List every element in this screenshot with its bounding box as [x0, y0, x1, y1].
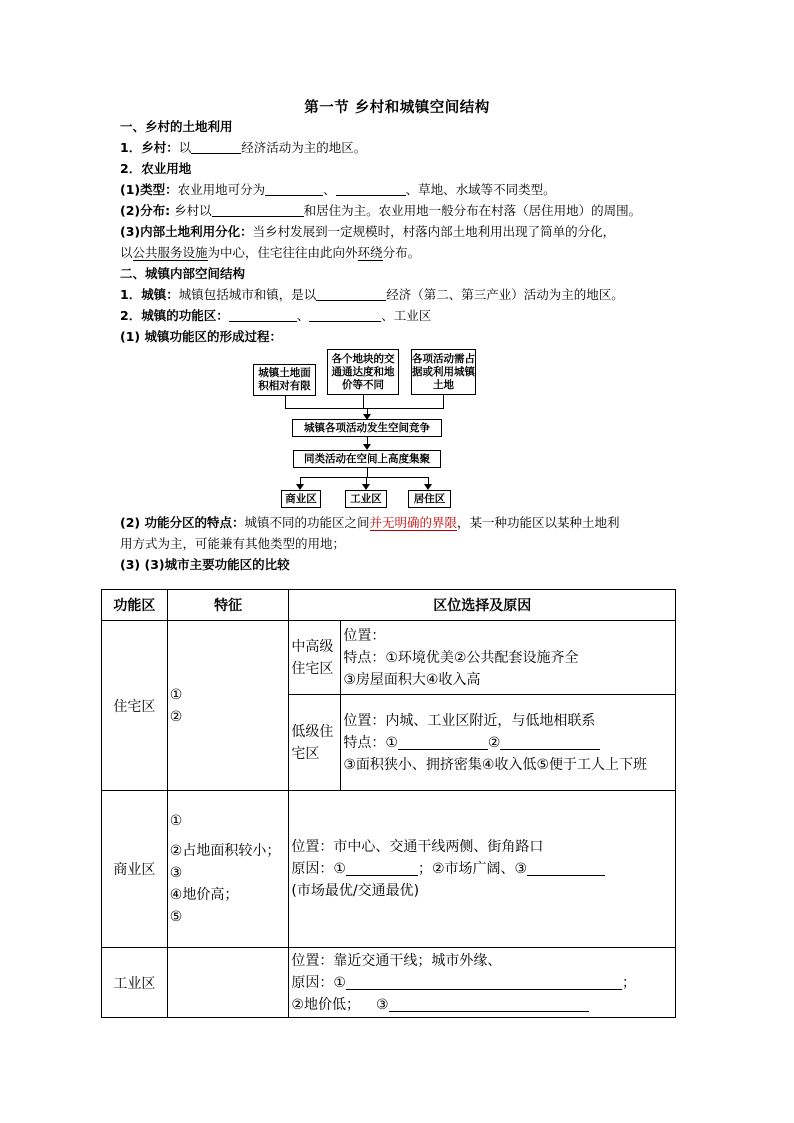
- table-row: [102, 621, 676, 695]
- flow-connector: [300, 477, 428, 478]
- inner-land-line: [120, 222, 690, 242]
- agri-type-line: [120, 180, 690, 200]
- rural-blank[interactable]: [191, 139, 241, 154]
- zone-feature-label: (2) 功能分区的特点：: [120, 515, 245, 530]
- answer-blank[interactable]: [389, 995, 589, 1012]
- detail-text: ③: [375, 996, 389, 1013]
- town-label: 1．城镇：: [120, 287, 179, 302]
- surround-term: 环绕: [357, 245, 383, 260]
- table-header-row: [102, 590, 676, 621]
- detail-line: 位置：内城、工业区附近，与低地相联系: [343, 712, 596, 729]
- zone-name-residential: 住宅区: [102, 621, 168, 791]
- detail-text: ；②市场广阔、③: [417, 861, 528, 877]
- flow-box-competition: 城镇各项活动发生空间竞争: [292, 419, 442, 437]
- zone-feature-text-b: ，某一种功能区以某种土地利: [457, 515, 620, 530]
- flow-connector: [443, 395, 444, 408]
- section-2-heading: 二、城镇内部空间结构: [120, 266, 246, 281]
- function-zone-blank-1[interactable]: [229, 307, 297, 322]
- rural-label: 1．乡村：: [120, 140, 179, 155]
- zone-name-industrial: 工业区: [102, 948, 168, 1018]
- table-header: 特征: [167, 590, 289, 621]
- page-title: 第一节 乡村和城镇空间结构: [304, 100, 490, 116]
- detail-text: ；: [621, 974, 636, 991]
- rural-definition: [120, 138, 690, 158]
- flow-box-limited-land: 城镇土地面积相对有限: [253, 364, 316, 396]
- flow-connector: [363, 395, 364, 408]
- flow-connector: [367, 468, 368, 477]
- inner-land-line-2: [120, 243, 690, 263]
- detail-text: 特点：①: [343, 734, 398, 751]
- table-header: 区位选择及原因: [289, 590, 676, 621]
- high-residential-detail: [341, 621, 676, 695]
- flow-box-residential: 居住区: [408, 490, 451, 508]
- flow-box-industrial: 工业区: [345, 490, 387, 508]
- detail-text: 原因：①: [291, 974, 346, 991]
- commercial-features: [167, 791, 289, 948]
- high-residential-label: 中高级住宅区: [289, 621, 341, 695]
- inner-land-text-b: 为中心，住宅往往由此向外: [207, 245, 358, 260]
- agri-dist-blank[interactable]: [212, 202, 304, 217]
- flow-box-accessibility: 各个地块的交通通达度和地价等不同: [327, 349, 399, 395]
- detail-line: ③房屋面积大④收入高: [343, 671, 481, 688]
- formation-heading: (1) 城镇功能区的形成过程：: [120, 329, 282, 344]
- detail-line: [343, 732, 673, 754]
- function-zone-sep: 、: [296, 308, 310, 323]
- inner-land-text-c: 分布。: [382, 245, 421, 260]
- detail-line: [291, 994, 673, 1016]
- answer-blank[interactable]: [398, 733, 488, 750]
- feature-item: ⑤: [169, 909, 183, 925]
- feature-item: ①: [169, 686, 183, 703]
- detail-text: ②地价低；: [291, 996, 360, 1013]
- flow-box-commercial: 商业区: [281, 490, 321, 508]
- table-row: [102, 791, 676, 948]
- inner-land-label: (3)内部土地利用分化：: [120, 224, 253, 239]
- inner-land-text: 当乡村发展到一定规模时，村落内部土地利用出现了简单的分化，: [252, 224, 616, 239]
- table-header: 功能区: [102, 590, 168, 621]
- no-clear-boundary-term: 并无明确的界限: [369, 515, 458, 530]
- agri-type-blank-1[interactable]: [265, 181, 323, 196]
- agri-land-heading: 2．农业用地: [120, 161, 192, 176]
- low-residential-label: 低级住宅区: [289, 695, 341, 791]
- agri-distribution-line: [120, 201, 690, 221]
- agri-dist-label: (2)分布:: [120, 203, 171, 218]
- commercial-detail: [289, 791, 676, 948]
- flow-connector: [285, 396, 286, 408]
- public-service-term: 公共服务设施: [132, 245, 208, 260]
- zone-feature-line: [120, 513, 690, 533]
- flow-connector: [285, 408, 444, 409]
- low-residential-detail: [341, 695, 676, 791]
- detail-text: 原因：①: [291, 861, 346, 877]
- feature-item: ③: [169, 865, 183, 881]
- feature-item: ②: [169, 708, 183, 725]
- detail-line: 位置：: [343, 627, 386, 644]
- detail-line: [291, 972, 673, 994]
- agri-dist-text-b: 和居住为主。农业用地一般分布在村落（居住用地）的周围。: [303, 203, 642, 218]
- feature-item: ②占地面积较小；: [169, 843, 281, 859]
- function-zones-line: [120, 306, 690, 326]
- detail-text: ②: [487, 734, 501, 751]
- answer-blank[interactable]: [346, 859, 418, 876]
- answer-blank[interactable]: [527, 859, 605, 876]
- comparison-heading: (3) (3)城市主要功能区的比较: [120, 557, 290, 572]
- detail-line: [291, 858, 673, 880]
- agri-type-sep: 、: [323, 182, 336, 197]
- residential-features: [167, 621, 289, 791]
- industrial-detail: [289, 948, 676, 1018]
- feature-item: ①: [169, 813, 183, 829]
- agri-type-label: (1)类型：: [120, 182, 178, 197]
- agri-type-text-b: 、草地、水域等不同类型。: [405, 182, 556, 197]
- function-zone-table: [101, 589, 676, 1018]
- function-zone-text: 、工业区: [381, 308, 432, 323]
- inner-land-text-a: 以: [120, 245, 133, 260]
- agri-type-text: 农业用地可分为: [177, 182, 266, 197]
- detail-line: 特点：①环境优美②公共配套设施齐全: [343, 649, 579, 666]
- town-blank[interactable]: [316, 286, 386, 301]
- detail-line: (市场最优/交通最优): [291, 883, 420, 899]
- detail-line: ③面积狭小、拥挤密集④收入低⑤便于工人上下班: [343, 756, 648, 773]
- town-text-b: 经济（第二、第三产业）活动为主的地区。: [386, 287, 624, 302]
- answer-blank[interactable]: [346, 973, 622, 990]
- flow-box-agglomeration: 同类活动在空间上高度集聚: [293, 450, 441, 468]
- function-zone-blank-2[interactable]: [309, 307, 381, 322]
- industrial-features: [167, 948, 289, 1018]
- table-row: [102, 948, 676, 1018]
- town-definition: [120, 285, 690, 305]
- flow-box-occupy-land: 各项活动需占据或利用城镇土地: [411, 349, 476, 395]
- feature-item: ④地价高；: [169, 887, 239, 903]
- section-1-heading: 一、乡村的土地利用: [120, 119, 233, 134]
- agri-dist-text-a: 乡村以: [170, 203, 212, 218]
- agri-type-blank-2[interactable]: [336, 181, 406, 196]
- rural-text-a: 以: [178, 140, 192, 155]
- zone-name-commercial: 商业区: [102, 791, 168, 948]
- zone-feature-line-2: 用方式为主，可能兼有其他类型的用地；: [120, 536, 346, 551]
- function-zones-label: 2．城镇的功能区：: [120, 308, 229, 323]
- town-text-a: 城镇包括城市和镇，是以: [178, 287, 317, 302]
- zone-feature-text-a: 城镇不同的功能区之间: [244, 515, 370, 530]
- answer-blank[interactable]: [500, 733, 600, 750]
- detail-line: 位置：市中心、交通干线两侧、街角路口: [291, 839, 544, 855]
- detail-line: 位置：靠近交通干线；城市外缘、: [291, 952, 502, 969]
- rural-text-b: 经济活动为主的地区。: [241, 140, 367, 155]
